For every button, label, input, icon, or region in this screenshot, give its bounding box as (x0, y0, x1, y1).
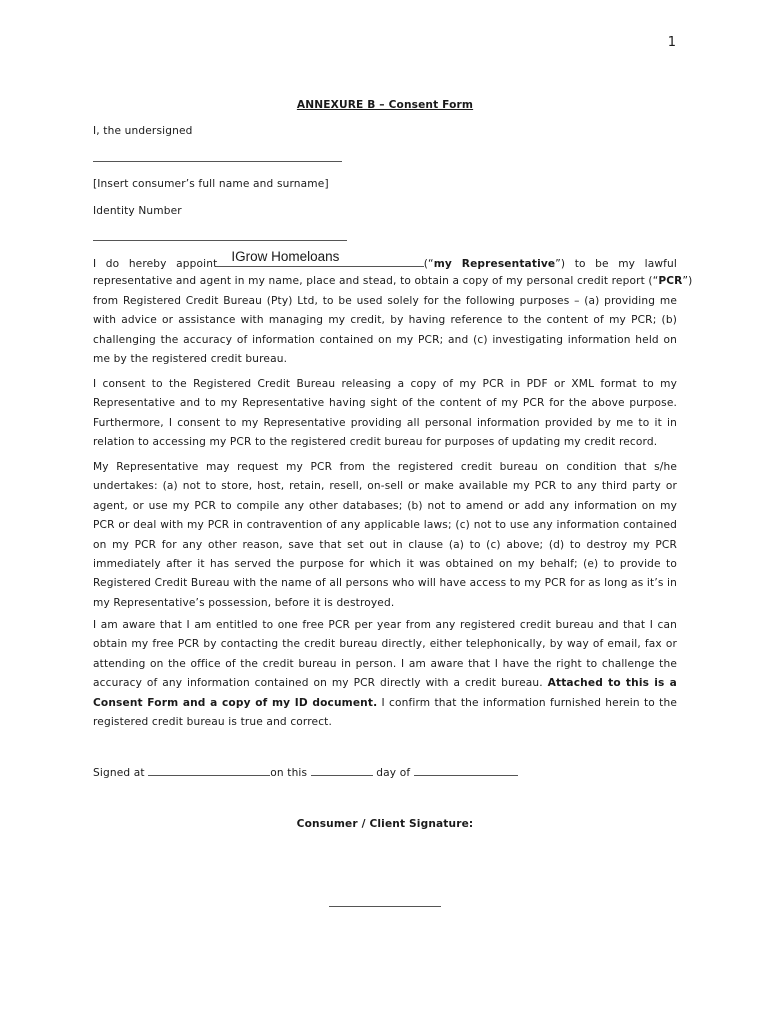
representative-name: IGrow Homeloans (231, 249, 340, 264)
signature-line[interactable] (329, 906, 441, 907)
consent-paragraph: I consent to the Registered Credit Bureau releasing a copy of my PCR in PDF or XML format to my Representative and to my Representative having sight of the content of my PCR for the above purpose. Furthermore, I consent to my Representative providing all personal information provided by me to it in relation to accessing my PCR to the registered credit bureau for purposes of updating my credit record. (93, 378, 677, 449)
representative-label: (“my Representative”) to be my lawful (423, 258, 677, 270)
attachment-note: Attached to this is a Consent Form and a copy of my ID document. (93, 677, 677, 709)
intro-text: I, the undersigned (93, 125, 193, 137)
day-field[interactable] (311, 764, 373, 776)
signature-label: Consumer / Client Signature: (296, 818, 474, 830)
appoint-purposes: from Registered Credit Bureau (Pty) Ltd, to be used solely for the following purposes – (a) providing me with advice or assistance with managing my credit, by having reference to the content of my PCR; (b) challenging the accuracy of information contained on my PCR; and (c) investigating information held on me by the registered credit bureau. (93, 295, 677, 366)
month-field[interactable] (414, 764, 518, 776)
name-hint: [Insert consumer’s full name and surname] (93, 178, 329, 190)
identity-number-label: Identity Number (93, 205, 182, 217)
form-title: ANNEXURE B – Consent Form (296, 99, 474, 111)
request-paragraph: My Representative may request my PCR from the registered credit bureau on condition that s/he undertakes: (a) not to store, host, retain, resell, on-sell or make available my PCR to any third party or agent, or use my PCR to compile any other databases; (b) not to amend or add any information on my PCR or deal with my PCR in contravention of any applicable laws; (c) not to use any information contained on my PCR for any other reason, save that set out in clause (a) to (c) above; (d) to destroy my PCR immediately after it has served the purpose for which it was obtained on my behalf; (e) to provide to Registered Credit Bureau with the name of all persons who will have access to my PCR for as long as it’s in my Representative’s possession, before it is destroyed. (93, 461, 677, 609)
aware-paragraph: I am aware that I am entitled to one free PCR per year from any registered credit bureau and that I can obtain my free PCR by contacting the credit bureau directly, either telephonically, by way of email, fax or attending on the office of the credit bureau in person. I am aware that I have the right to challenge the accuracy of any information contained on my PCR directly with a credit bureau. Attached to this is a Consent Form and a copy of my ID document. I confirm that the information furnished herein to the registered credit bureau is true and correct. (93, 619, 678, 729)
signed-at-field[interactable] (148, 764, 270, 776)
page-number: 1 (667, 35, 676, 50)
representative-name-field[interactable] (217, 249, 423, 267)
identity-number-line[interactable] (93, 240, 347, 241)
signed-at-line: Signed at on this day of (93, 764, 518, 783)
appoint-line-2: representative and agent in my name, place and stead, to obtain a copy of my personal credit report (“PCR”) (93, 275, 693, 287)
appoint-prefix: I do hereby appoint (93, 258, 218, 270)
consumer-name-line[interactable] (93, 161, 342, 162)
